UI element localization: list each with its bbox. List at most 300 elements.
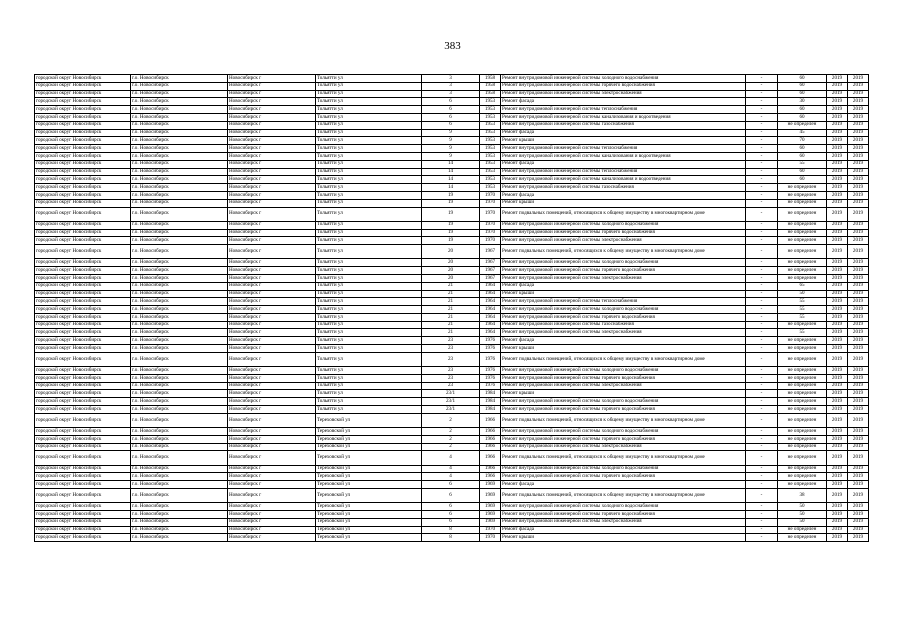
cell-municipal-district: городской округ Новосибирск <box>35 221 131 229</box>
cell-settlement: Новосибирск г <box>228 259 316 267</box>
cell-build-year: 1970 <box>480 207 501 221</box>
cell-dash: - <box>746 199 778 207</box>
cell-year-start: 2019 <box>827 121 848 129</box>
cell-year-start: 2019 <box>827 473 848 481</box>
cell-cost: не определен <box>778 443 827 451</box>
cell-house-number: 14 <box>422 168 480 176</box>
cell-cost: не определен <box>778 199 827 207</box>
table-row <box>35 306 869 314</box>
cell-year-end: 2019 <box>848 90 869 98</box>
cell-year-start: 2019 <box>827 245 848 259</box>
cell-dash: - <box>746 75 778 83</box>
cell-build-year: 1976 <box>480 352 501 366</box>
cell-year-start: 2019 <box>827 465 848 473</box>
cell-street: Тольятти ул <box>316 237 422 245</box>
cell-dash: - <box>746 518 778 526</box>
cell-work-type: Ремонт внутридомовой инженерной системы холодного водоснабжения <box>501 221 746 229</box>
cell-street: Тольятти ул <box>316 199 422 207</box>
cell-year-start: 2019 <box>827 503 848 511</box>
cell-build-year: 1966 <box>480 413 501 427</box>
cell-year-start: 2019 <box>827 199 848 207</box>
cell-year-end: 2019 <box>848 510 869 518</box>
cell-year-end: 2019 <box>848 121 869 129</box>
cell-cost: не определен <box>778 245 827 259</box>
cell-work-type: Ремонт внутридомовой инженерной системы горячего водоснабжения <box>501 267 746 275</box>
cell-cost: 60 <box>778 168 827 176</box>
cell-street: Тольятти ул <box>316 168 422 176</box>
cell-street: Тольятти ул <box>316 160 422 168</box>
cell-year-start: 2019 <box>827 443 848 451</box>
cell-settlement: Новосибирск г <box>228 237 316 245</box>
cell-dash: - <box>746 367 778 375</box>
cell-street: Тольятти ул <box>316 390 422 398</box>
cell-cost: не определен <box>778 337 827 345</box>
cell-cost: не определен <box>778 534 827 542</box>
cell-dash: - <box>746 145 778 153</box>
cell-urban-district: г.о. Новосибирск <box>131 345 228 353</box>
cell-cost: не определен <box>778 229 827 237</box>
cell-work-type: Ремонт внутридомовой инженерной системы горячего водоснабжения <box>501 473 746 481</box>
cell-urban-district: г.о. Новосибирск <box>131 428 228 436</box>
cell-urban-district: г.о. Новосибирск <box>131 75 228 83</box>
cell-year-end: 2019 <box>848 82 869 90</box>
cell-year-end: 2019 <box>848 413 869 427</box>
cell-house-number: 23/1 <box>422 398 480 406</box>
cell-street: Тереховской ул <box>316 443 422 451</box>
cell-dash: - <box>746 191 778 199</box>
cell-year-start: 2019 <box>827 313 848 321</box>
cell-house-number: 9 <box>422 137 480 145</box>
table-row <box>35 98 869 106</box>
cell-dash: - <box>746 207 778 221</box>
cell-dash: - <box>746 451 778 465</box>
cell-street: Тереховской ул <box>316 526 422 534</box>
cell-street: Тольятти ул <box>316 345 422 353</box>
cell-build-year: 1967 <box>480 267 501 275</box>
cell-cost: не определен <box>778 526 827 534</box>
cell-year-start: 2019 <box>827 137 848 145</box>
cell-street: Тереховской ул <box>316 518 422 526</box>
cell-dash: - <box>746 406 778 414</box>
cell-municipal-district: городской округ Новосибирск <box>35 282 131 290</box>
cell-cost: 60 <box>778 82 827 90</box>
cell-municipal-district: городской округ Новосибирск <box>35 168 131 176</box>
cell-cost: 60 <box>778 145 827 153</box>
cell-year-start: 2019 <box>827 306 848 314</box>
cell-cost: 70 <box>778 137 827 145</box>
cell-urban-district: г.о. Новосибирск <box>131 329 228 337</box>
cell-dash: - <box>746 245 778 259</box>
cell-cost: 55 <box>778 329 827 337</box>
cell-settlement: Новосибирск г <box>228 481 316 489</box>
cell-urban-district: г.о. Новосибирск <box>131 267 228 275</box>
cell-urban-district: г.о. Новосибирск <box>131 282 228 290</box>
cell-dash: - <box>746 290 778 298</box>
cell-house-number: 6 <box>422 113 480 121</box>
cell-house-number: 20 <box>422 245 480 259</box>
cell-cost: не определен <box>778 428 827 436</box>
cell-build-year: 1970 <box>480 229 501 237</box>
cell-dash: - <box>746 184 778 192</box>
cell-municipal-district: городской округ Новосибирск <box>35 337 131 345</box>
cell-urban-district: г.о. Новосибирск <box>131 274 228 282</box>
cell-house-number: 23 <box>422 337 480 345</box>
table-row <box>35 274 869 282</box>
cell-cost: не определен <box>778 191 827 199</box>
cell-year-end: 2019 <box>848 465 869 473</box>
cell-dash: - <box>746 176 778 184</box>
cell-settlement: Новосибирск г <box>228 413 316 427</box>
cell-build-year: 1964 <box>480 282 501 290</box>
cell-dash: - <box>746 82 778 90</box>
cell-house-number: 9 <box>422 152 480 160</box>
cell-urban-district: г.о. Новосибирск <box>131 503 228 511</box>
table-row <box>35 145 869 153</box>
cell-year-start: 2019 <box>827 259 848 267</box>
cell-year-end: 2019 <box>848 398 869 406</box>
cell-year-start: 2019 <box>827 229 848 237</box>
cell-municipal-district: городской округ Новосибирск <box>35 274 131 282</box>
cell-house-number: 21 <box>422 321 480 329</box>
table-row <box>35 352 869 366</box>
cell-cost: не определен <box>778 221 827 229</box>
cell-cost: не определен <box>778 413 827 427</box>
cell-work-type: Ремонт внутридомовой инженерной системы горячего водоснабжения <box>501 374 746 382</box>
cell-year-start: 2019 <box>827 352 848 366</box>
table-row <box>35 290 869 298</box>
cell-year-start: 2019 <box>827 113 848 121</box>
cell-municipal-district: городской округ Новосибирск <box>35 207 131 221</box>
cell-settlement: Новосибирск г <box>228 382 316 390</box>
cell-street: Тольятти ул <box>316 259 422 267</box>
cell-street: Тольятти ул <box>316 267 422 275</box>
cell-work-type: Ремонт внутридомовой инженерной системы электроснабжения <box>501 443 746 451</box>
cell-year-end: 2019 <box>848 298 869 306</box>
cell-cost: не определен <box>778 451 827 465</box>
cell-year-end: 2019 <box>848 481 869 489</box>
table-row <box>35 489 869 503</box>
cell-build-year: 1970 <box>480 191 501 199</box>
cell-year-start: 2019 <box>827 435 848 443</box>
cell-street: Тереховской ул <box>316 489 422 503</box>
cell-municipal-district: городской округ Новосибирск <box>35 259 131 267</box>
cell-year-start: 2019 <box>827 534 848 542</box>
cell-municipal-district: городской округ Новосибирск <box>35 465 131 473</box>
cell-work-type: Ремонт внутридомовой инженерной системы холодного водоснабжения <box>501 75 746 83</box>
cell-street: Тольятти ул <box>316 113 422 121</box>
capital-repair-table <box>34 74 869 542</box>
cell-urban-district: г.о. Новосибирск <box>131 98 228 106</box>
cell-municipal-district: городской округ Новосибирск <box>35 129 131 137</box>
cell-settlement: Новосибирск г <box>228 113 316 121</box>
cell-house-number: 2 <box>422 435 480 443</box>
cell-street: Тереховской ул <box>316 435 422 443</box>
cell-house-number: 2 <box>422 443 480 451</box>
cell-work-type: Ремонт внутридомовой инженерной системы газоснабжения <box>501 121 746 129</box>
cell-year-start: 2019 <box>827 345 848 353</box>
cell-dash: - <box>746 90 778 98</box>
cell-urban-district: г.о. Новосибирск <box>131 526 228 534</box>
cell-work-type: Ремонт внутридомовой инженерной системы холодного водоснабжения <box>501 306 746 314</box>
cell-year-end: 2019 <box>848 503 869 511</box>
table-row <box>35 160 869 168</box>
table-row <box>35 367 869 375</box>
cell-dash: - <box>746 390 778 398</box>
cell-year-start: 2019 <box>827 374 848 382</box>
cell-work-type: Ремонт подвальных помещений, относящихся к общему имуществу в многоквартирном доме <box>501 489 746 503</box>
cell-build-year: 1970 <box>480 534 501 542</box>
cell-year-start: 2019 <box>827 382 848 390</box>
cell-house-number: 6 <box>422 503 480 511</box>
cell-dash: - <box>746 259 778 267</box>
cell-dash: - <box>746 282 778 290</box>
cell-house-number: 23 <box>422 352 480 366</box>
table-row <box>35 90 869 98</box>
cell-municipal-district: городской округ Новосибирск <box>35 367 131 375</box>
cell-work-type: Ремонт внутридомовой инженерной системы холодного водоснабжения <box>501 465 746 473</box>
cell-municipal-district: городской округ Новосибирск <box>35 237 131 245</box>
cell-year-end: 2019 <box>848 245 869 259</box>
cell-municipal-district: городской округ Новосибирск <box>35 526 131 534</box>
cell-urban-district: г.о. Новосибирск <box>131 221 228 229</box>
table-row <box>35 191 869 199</box>
cell-year-start: 2019 <box>827 298 848 306</box>
cell-build-year: 1953 <box>480 152 501 160</box>
cell-year-end: 2019 <box>848 374 869 382</box>
cell-settlement: Новосибирск г <box>228 306 316 314</box>
cell-work-type: Ремонт крыши <box>501 390 746 398</box>
cell-municipal-district: городской округ Новосибирск <box>35 90 131 98</box>
cell-dash: - <box>746 168 778 176</box>
cell-year-end: 2019 <box>848 184 869 192</box>
cell-urban-district: г.о. Новосибирск <box>131 382 228 390</box>
cell-year-end: 2019 <box>848 428 869 436</box>
table-row <box>35 221 869 229</box>
cell-build-year: 1953 <box>480 113 501 121</box>
cell-dash: - <box>746 137 778 145</box>
cell-work-type: Ремонт подвальных помещений, относящихся к общему имуществу в многоквартирном доме <box>501 245 746 259</box>
cell-settlement: Новосибирск г <box>228 406 316 414</box>
cell-municipal-district: городской округ Новосибирск <box>35 267 131 275</box>
table-row <box>35 207 869 221</box>
cell-street: Тольятти ул <box>316 313 422 321</box>
cell-municipal-district: городской округ Новосибирск <box>35 160 131 168</box>
cell-urban-district: г.о. Новосибирск <box>131 137 228 145</box>
cell-urban-district: г.о. Новосибирск <box>131 306 228 314</box>
cell-work-type: Ремонт внутридомовой инженерной системы электроснабжения <box>501 274 746 282</box>
cell-municipal-district: городской округ Новосибирск <box>35 329 131 337</box>
cell-year-end: 2019 <box>848 290 869 298</box>
cell-year-start: 2019 <box>827 82 848 90</box>
table-row <box>35 282 869 290</box>
cell-work-type: Ремонт фасада <box>501 160 746 168</box>
cell-settlement: Новосибирск г <box>228 274 316 282</box>
cell-urban-district: г.о. Новосибирск <box>131 145 228 153</box>
cell-work-type: Ремонт внутридомовой инженерной системы канализования и водоотведения <box>501 113 746 121</box>
cell-year-start: 2019 <box>827 510 848 518</box>
page-number: 383 <box>444 40 461 52</box>
cell-municipal-district: городской округ Новосибирск <box>35 374 131 382</box>
cell-year-start: 2019 <box>827 518 848 526</box>
cell-work-type: Ремонт фасада <box>501 481 746 489</box>
table-row <box>35 382 869 390</box>
table-row <box>35 451 869 465</box>
cell-build-year: 1984 <box>480 390 501 398</box>
cell-street: Тереховской ул <box>316 534 422 542</box>
cell-urban-district: г.о. Новосибирск <box>131 321 228 329</box>
cell-cost: не определен <box>778 184 827 192</box>
cell-dash: - <box>746 413 778 427</box>
table-row <box>35 398 869 406</box>
cell-year-end: 2019 <box>848 274 869 282</box>
cell-cost: 45 <box>778 129 827 137</box>
cell-year-start: 2019 <box>827 451 848 465</box>
cell-cost: не определен <box>778 267 827 275</box>
cell-work-type: Ремонт подвальных помещений, относящихся к общему имуществу в многоквартирном доме <box>501 352 746 366</box>
cell-year-start: 2019 <box>827 145 848 153</box>
cell-build-year: 1953 <box>480 145 501 153</box>
cell-dash: - <box>746 428 778 436</box>
cell-cost: не определен <box>778 435 827 443</box>
cell-work-type: Ремонт внутридомовой инженерной системы горячего водоснабжения <box>501 406 746 414</box>
table-body <box>35 75 869 542</box>
cell-cost: не определен <box>778 274 827 282</box>
cell-municipal-district: городской округ Новосибирск <box>35 290 131 298</box>
cell-settlement: Новосибирск г <box>228 290 316 298</box>
cell-build-year: 1958 <box>480 82 501 90</box>
cell-urban-district: г.о. Новосибирск <box>131 451 228 465</box>
cell-cost: 38 <box>778 489 827 503</box>
cell-work-type: Ремонт внутридомовой инженерной системы канализования и водоотведения <box>501 152 746 160</box>
cell-cost: не определен <box>778 382 827 390</box>
table-row <box>35 82 869 90</box>
cell-build-year: 1969 <box>480 481 501 489</box>
cell-dash: - <box>746 382 778 390</box>
cell-year-end: 2019 <box>848 518 869 526</box>
table-row <box>35 199 869 207</box>
cell-cost: 55 <box>778 306 827 314</box>
cell-municipal-district: городской округ Новосибирск <box>35 298 131 306</box>
cell-build-year: 1966 <box>480 451 501 465</box>
cell-house-number: 4 <box>422 473 480 481</box>
cell-work-type: Ремонт внутридомовой инженерной системы электроснабжения <box>501 237 746 245</box>
cell-cost: 60 <box>778 152 827 160</box>
table-row <box>35 106 869 114</box>
cell-year-end: 2019 <box>848 98 869 106</box>
cell-cost: не определен <box>778 406 827 414</box>
cell-street: Тольятти ул <box>316 290 422 298</box>
cell-house-number: 23 <box>422 382 480 390</box>
cell-urban-district: г.о. Новосибирск <box>131 121 228 129</box>
table-row <box>35 113 869 121</box>
cell-settlement: Новосибирск г <box>228 398 316 406</box>
cell-street: Тереховской ул <box>316 465 422 473</box>
cell-work-type: Ремонт фасада <box>501 337 746 345</box>
cell-year-start: 2019 <box>827 184 848 192</box>
cell-municipal-district: городской округ Новосибирск <box>35 145 131 153</box>
cell-year-end: 2019 <box>848 176 869 184</box>
cell-year-start: 2019 <box>827 321 848 329</box>
table-row <box>35 345 869 353</box>
cell-cost: не определен <box>778 473 827 481</box>
cell-urban-district: г.о. Новосибирск <box>131 534 228 542</box>
cell-build-year: 1958 <box>480 90 501 98</box>
cell-municipal-district: городской округ Новосибирск <box>35 199 131 207</box>
cell-build-year: 1964 <box>480 290 501 298</box>
cell-municipal-district: городской округ Новосибирск <box>35 229 131 237</box>
cell-urban-district: г.о. Новосибирск <box>131 398 228 406</box>
cell-year-end: 2019 <box>848 207 869 221</box>
cell-work-type: Ремонт подвальных помещений, относящихся к общему имуществу в многоквартирном доме <box>501 451 746 465</box>
cell-street: Тольятти ул <box>316 137 422 145</box>
cell-street: Тольятти ул <box>316 274 422 282</box>
cell-urban-district: г.о. Новосибирск <box>131 465 228 473</box>
cell-cost: 60 <box>778 90 827 98</box>
cell-house-number: 8 <box>422 534 480 542</box>
cell-street: Тольятти ул <box>316 152 422 160</box>
cell-street: Тольятти ул <box>316 229 422 237</box>
cell-urban-district: г.о. Новосибирск <box>131 413 228 427</box>
cell-municipal-district: городской округ Новосибирск <box>35 245 131 259</box>
cell-settlement: Новосибирск г <box>228 367 316 375</box>
table-row <box>35 313 869 321</box>
cell-house-number: 6 <box>422 121 480 129</box>
table-row <box>35 176 869 184</box>
cell-build-year: 1964 <box>480 306 501 314</box>
cell-year-end: 2019 <box>848 221 869 229</box>
cell-dash: - <box>746 229 778 237</box>
cell-build-year: 1958 <box>480 75 501 83</box>
cell-year-start: 2019 <box>827 267 848 275</box>
cell-municipal-district: городской округ Новосибирск <box>35 176 131 184</box>
cell-settlement: Новосибирск г <box>228 160 316 168</box>
cell-urban-district: г.о. Новосибирск <box>131 337 228 345</box>
cell-year-end: 2019 <box>848 489 869 503</box>
cell-street: Тольятти ул <box>316 329 422 337</box>
cell-urban-district: г.о. Новосибирск <box>131 259 228 267</box>
cell-urban-district: г.о. Новосибирск <box>131 168 228 176</box>
cell-urban-district: г.о. Новосибирск <box>131 129 228 137</box>
cell-dash: - <box>746 465 778 473</box>
cell-year-start: 2019 <box>827 160 848 168</box>
cell-cost: 30 <box>778 98 827 106</box>
cell-work-type: Ремонт внутридомовой инженерной системы теплоснабжения <box>501 145 746 153</box>
cell-year-end: 2019 <box>848 168 869 176</box>
cell-street: Тольятти ул <box>316 98 422 106</box>
cell-build-year: 1966 <box>480 473 501 481</box>
cell-year-start: 2019 <box>827 282 848 290</box>
cell-urban-district: г.о. Новосибирск <box>131 106 228 114</box>
cell-urban-district: г.о. Новосибирск <box>131 367 228 375</box>
cell-settlement: Новосибирск г <box>228 489 316 503</box>
cell-cost: не определен <box>778 374 827 382</box>
cell-cost: не определен <box>778 345 827 353</box>
cell-cost: не определен <box>778 352 827 366</box>
cell-settlement: Новосибирск г <box>228 168 316 176</box>
cell-settlement: Новосибирск г <box>228 518 316 526</box>
table-row <box>35 481 869 489</box>
table-row <box>35 526 869 534</box>
cell-cost: не определен <box>778 237 827 245</box>
cell-house-number: 23/1 <box>422 406 480 414</box>
cell-build-year: 1969 <box>480 503 501 511</box>
cell-year-start: 2019 <box>827 406 848 414</box>
cell-dash: - <box>746 237 778 245</box>
table-row <box>35 503 869 511</box>
cell-municipal-district: городской округ Новосибирск <box>35 428 131 436</box>
cell-year-start: 2019 <box>827 489 848 503</box>
cell-work-type: Ремонт внутридомовой инженерной системы холодного водоснабжения <box>501 259 746 267</box>
